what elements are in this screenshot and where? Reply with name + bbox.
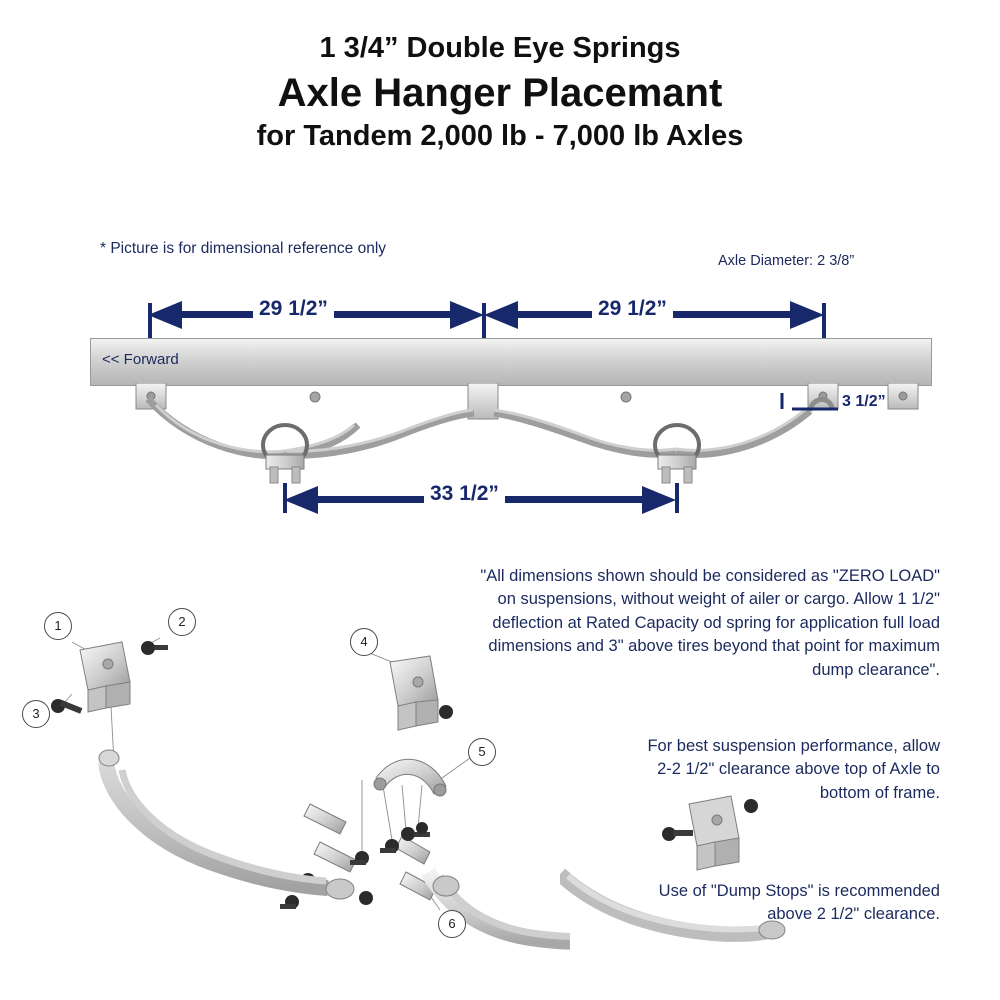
zero-load-note: "All dimensions shown should be considered as "ZERO LOAD" on suspensions, without weight of ailer or cargo. Allow 1 1/2" deflection at Rated Capacity od spring for application full load dimensions and 3" above tires beyond that point for maximum dump clearance". (480, 567, 940, 679)
trailer-frame-bar (90, 338, 932, 386)
reference-note: * Picture is for dimensional reference only (100, 240, 387, 257)
callout-2: 2 (168, 608, 196, 636)
title-line-1: 1 3/4” Double Eye Springs (319, 32, 681, 64)
axle-diameter-label: Axle Diameter: 2 3/8” (718, 253, 855, 269)
hanger-rear-end (888, 383, 918, 409)
dimension-bottom-label: 33 1/2” (424, 482, 505, 506)
rear-shackle (792, 399, 838, 411)
dimension-left-label: 29 1/2” (253, 297, 334, 321)
dump-stops-note: Use of "Dump Stops" is recommended above 2 1/2" clearance. (658, 882, 940, 924)
title-line-3: for Tandem 2,000 lb - 7,000 lb Axles (256, 120, 744, 153)
part-leaf-spring-left (99, 750, 354, 899)
arrow-right-head (642, 486, 676, 514)
forward-direction-label: << Forward (102, 351, 179, 368)
clearance-note: For best suspension performance, allow 2-2 1/2" clearance above top of Axle to bottom of frame. (647, 737, 940, 802)
arrow-left-head (148, 301, 182, 329)
leaf-spring-rear (494, 413, 676, 454)
title-block (0, 32, 1000, 154)
callout-5: 5 (468, 738, 496, 766)
part-rear-hanger (390, 656, 453, 730)
part-equalizer (374, 759, 446, 796)
arrow-right-head (450, 301, 484, 329)
title-line-2: Axle Hanger Placemant (277, 71, 723, 116)
spring-assembly-svg (70, 383, 940, 513)
leaf-spring-front (148, 399, 358, 456)
shackle-dimension-label: 3 1/2” (842, 393, 886, 410)
hanger-mid-right (621, 392, 631, 402)
part-bolt-2 (141, 641, 168, 655)
callout-1: 1 (44, 612, 72, 640)
arrow-left-head (484, 301, 518, 329)
part-front-hanger (80, 642, 130, 712)
callout-3: 3 (22, 700, 50, 728)
callout-4: 4 (350, 628, 378, 656)
part-bolts (280, 822, 430, 909)
dimension-right-label: 29 1/2” (592, 297, 673, 321)
part-bolt-3 (51, 699, 82, 714)
hanger-mid-left (310, 392, 320, 402)
top-assembly-drawing (70, 285, 940, 545)
arrow-left-head (284, 486, 318, 514)
callout-6: 6 (438, 910, 466, 938)
arrow-right-head (790, 301, 824, 329)
